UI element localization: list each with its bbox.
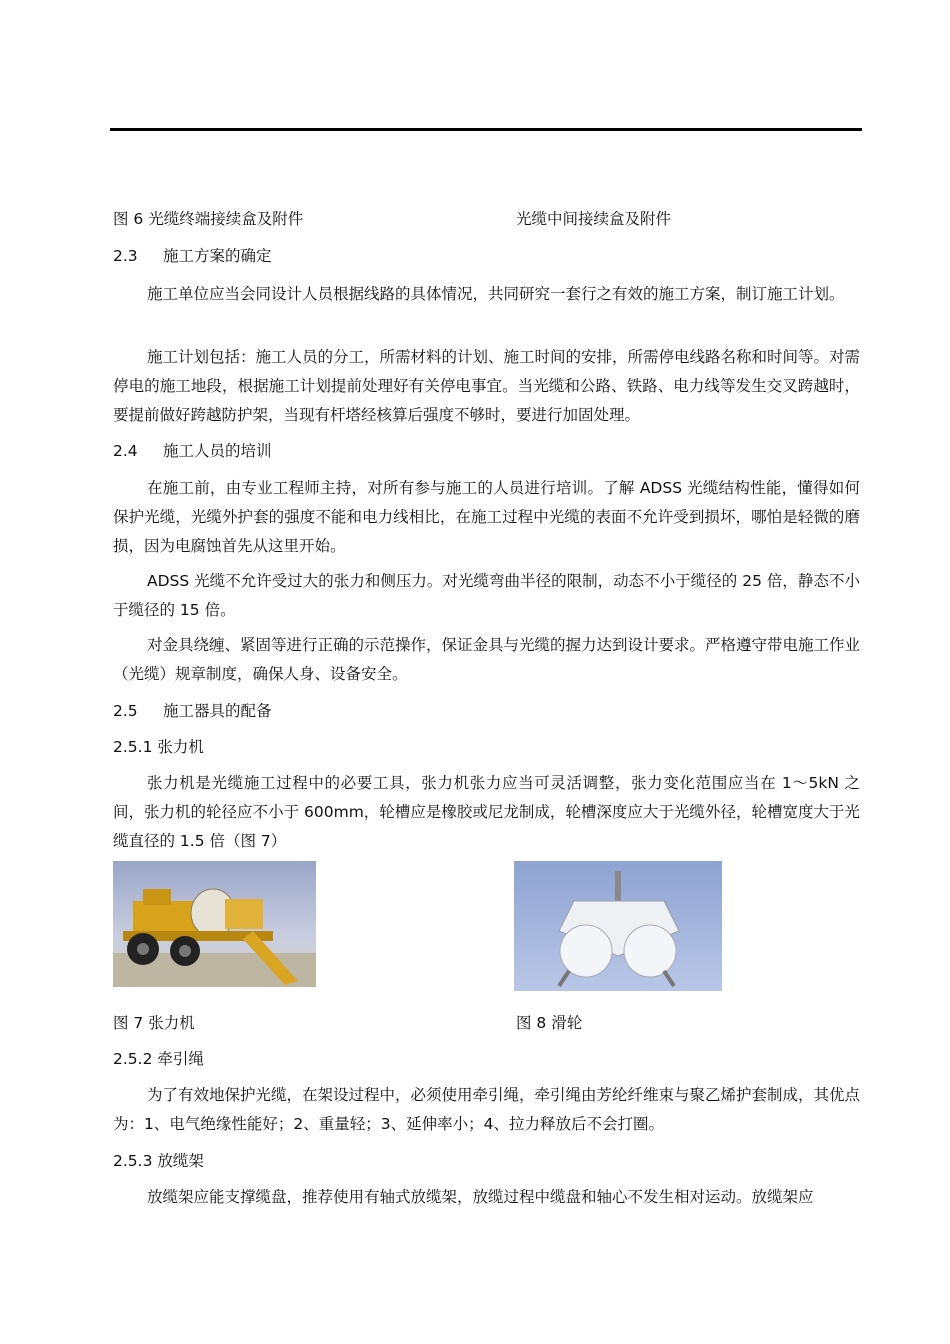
section-number: 2.4	[113, 442, 138, 460]
section-number: 2.3	[113, 247, 138, 265]
paragraph: 在施工前，由专业工程师主持，对所有参与施工的人员进行培训。了解 ADSS 光缆结构性能，懂得如何保护光缆，光缆外护套的强度不能和电力线相比，在施工过程中光缆的表面不允许受到损坏，哪怕是轻微的磨损，因为电腐蚀首先从这里开始。	[113, 479, 860, 555]
figure-8-caption: 图 8 滑轮	[516, 1014, 583, 1032]
section-number: 2.5	[113, 702, 138, 720]
section-title: 张力机	[157, 738, 204, 756]
section-2-5-3-heading	[113, 1147, 204, 1176]
paragraph: 施工单位应当会同设计人员根据线路的具体情况，共同研究一套行之有效的施工方案，制订施工计划。	[147, 285, 845, 303]
section-number: 2.5.3	[113, 1152, 153, 1170]
figure-7-caption: 图 7 张力机	[113, 1014, 195, 1032]
section-number: 2.5.1	[113, 738, 153, 756]
paragraph: 张力机是光缆施工过程中的必要工具，张力机张力应当可灵活调整，张力变化范围应当在 1～5kN 之间，张力机的轮径应不小于 600mm，轮槽应是橡胶或尼龙制成，轮槽深度应大于光缆外径，轮槽宽度大于光缆直径的 1.5 倍（图 7）	[113, 774, 860, 850]
section-title: 施工人员的培训	[163, 442, 272, 460]
section-title: 施工器具的配备	[163, 702, 272, 720]
figure-6-right-caption: 光缆中间接续盒及附件	[516, 210, 672, 228]
section-title: 牵引绳	[157, 1050, 204, 1068]
header-rule	[110, 128, 862, 131]
section-number: 2.5.2	[113, 1050, 153, 1068]
tension-machine-image	[113, 861, 316, 987]
section-2-4-heading	[113, 437, 272, 466]
section-title: 放缆架	[157, 1152, 204, 1170]
paragraph: 对金具绕缠、紧固等进行正确的示范操作，保证金具与光缆的握力达到设计要求。严格遵守带电施工作业（光缆）规章制度，确保人身、设备安全。	[113, 636, 861, 683]
paragraph: 放缆架应能支撑缆盘，推荐使用有轴式放缆架，放缆过程中缆盘和轴心不发生相对运动。放缆架应	[147, 1188, 814, 1206]
figure-6-caption: 图 6 光缆终端接续盒及附件	[113, 210, 304, 228]
paragraph: 为了有效地保护光缆，在架设过程中，必须使用牵引绳，牵引绳由芳纶纤维束与聚乙烯护套制成，其优点为：1、电气绝缘性能好；2、重量轻；3、延伸率小；4、拉力释放后不会打圈。	[113, 1086, 861, 1133]
section-2-5-1-heading	[113, 733, 204, 762]
pulley-image	[514, 861, 722, 991]
section-title: 施工方案的确定	[163, 247, 272, 265]
section-2-5-2-heading	[113, 1045, 204, 1074]
section-2-5-heading	[113, 697, 272, 726]
paragraph: 施工计划包括：施工人员的分工，所需材料的计划、施工时间的安排，所需停电线路名称和时间等。对需停电的施工地段，根据施工计划提前处理好有关停电事宜。当光缆和公路、铁路、电力线等发生交叉跨越时，要提前做好跨越防护架，当现有杆塔经核算后强度不够时，要进行加固处理。	[113, 348, 861, 424]
section-2-3-heading	[113, 242, 272, 271]
paragraph: ADSS 光缆不允许受过大的张力和侧压力。对光缆弯曲半径的限制，动态不小于缆径的 25 倍，静态不小于缆径的 15 倍。	[113, 572, 860, 619]
